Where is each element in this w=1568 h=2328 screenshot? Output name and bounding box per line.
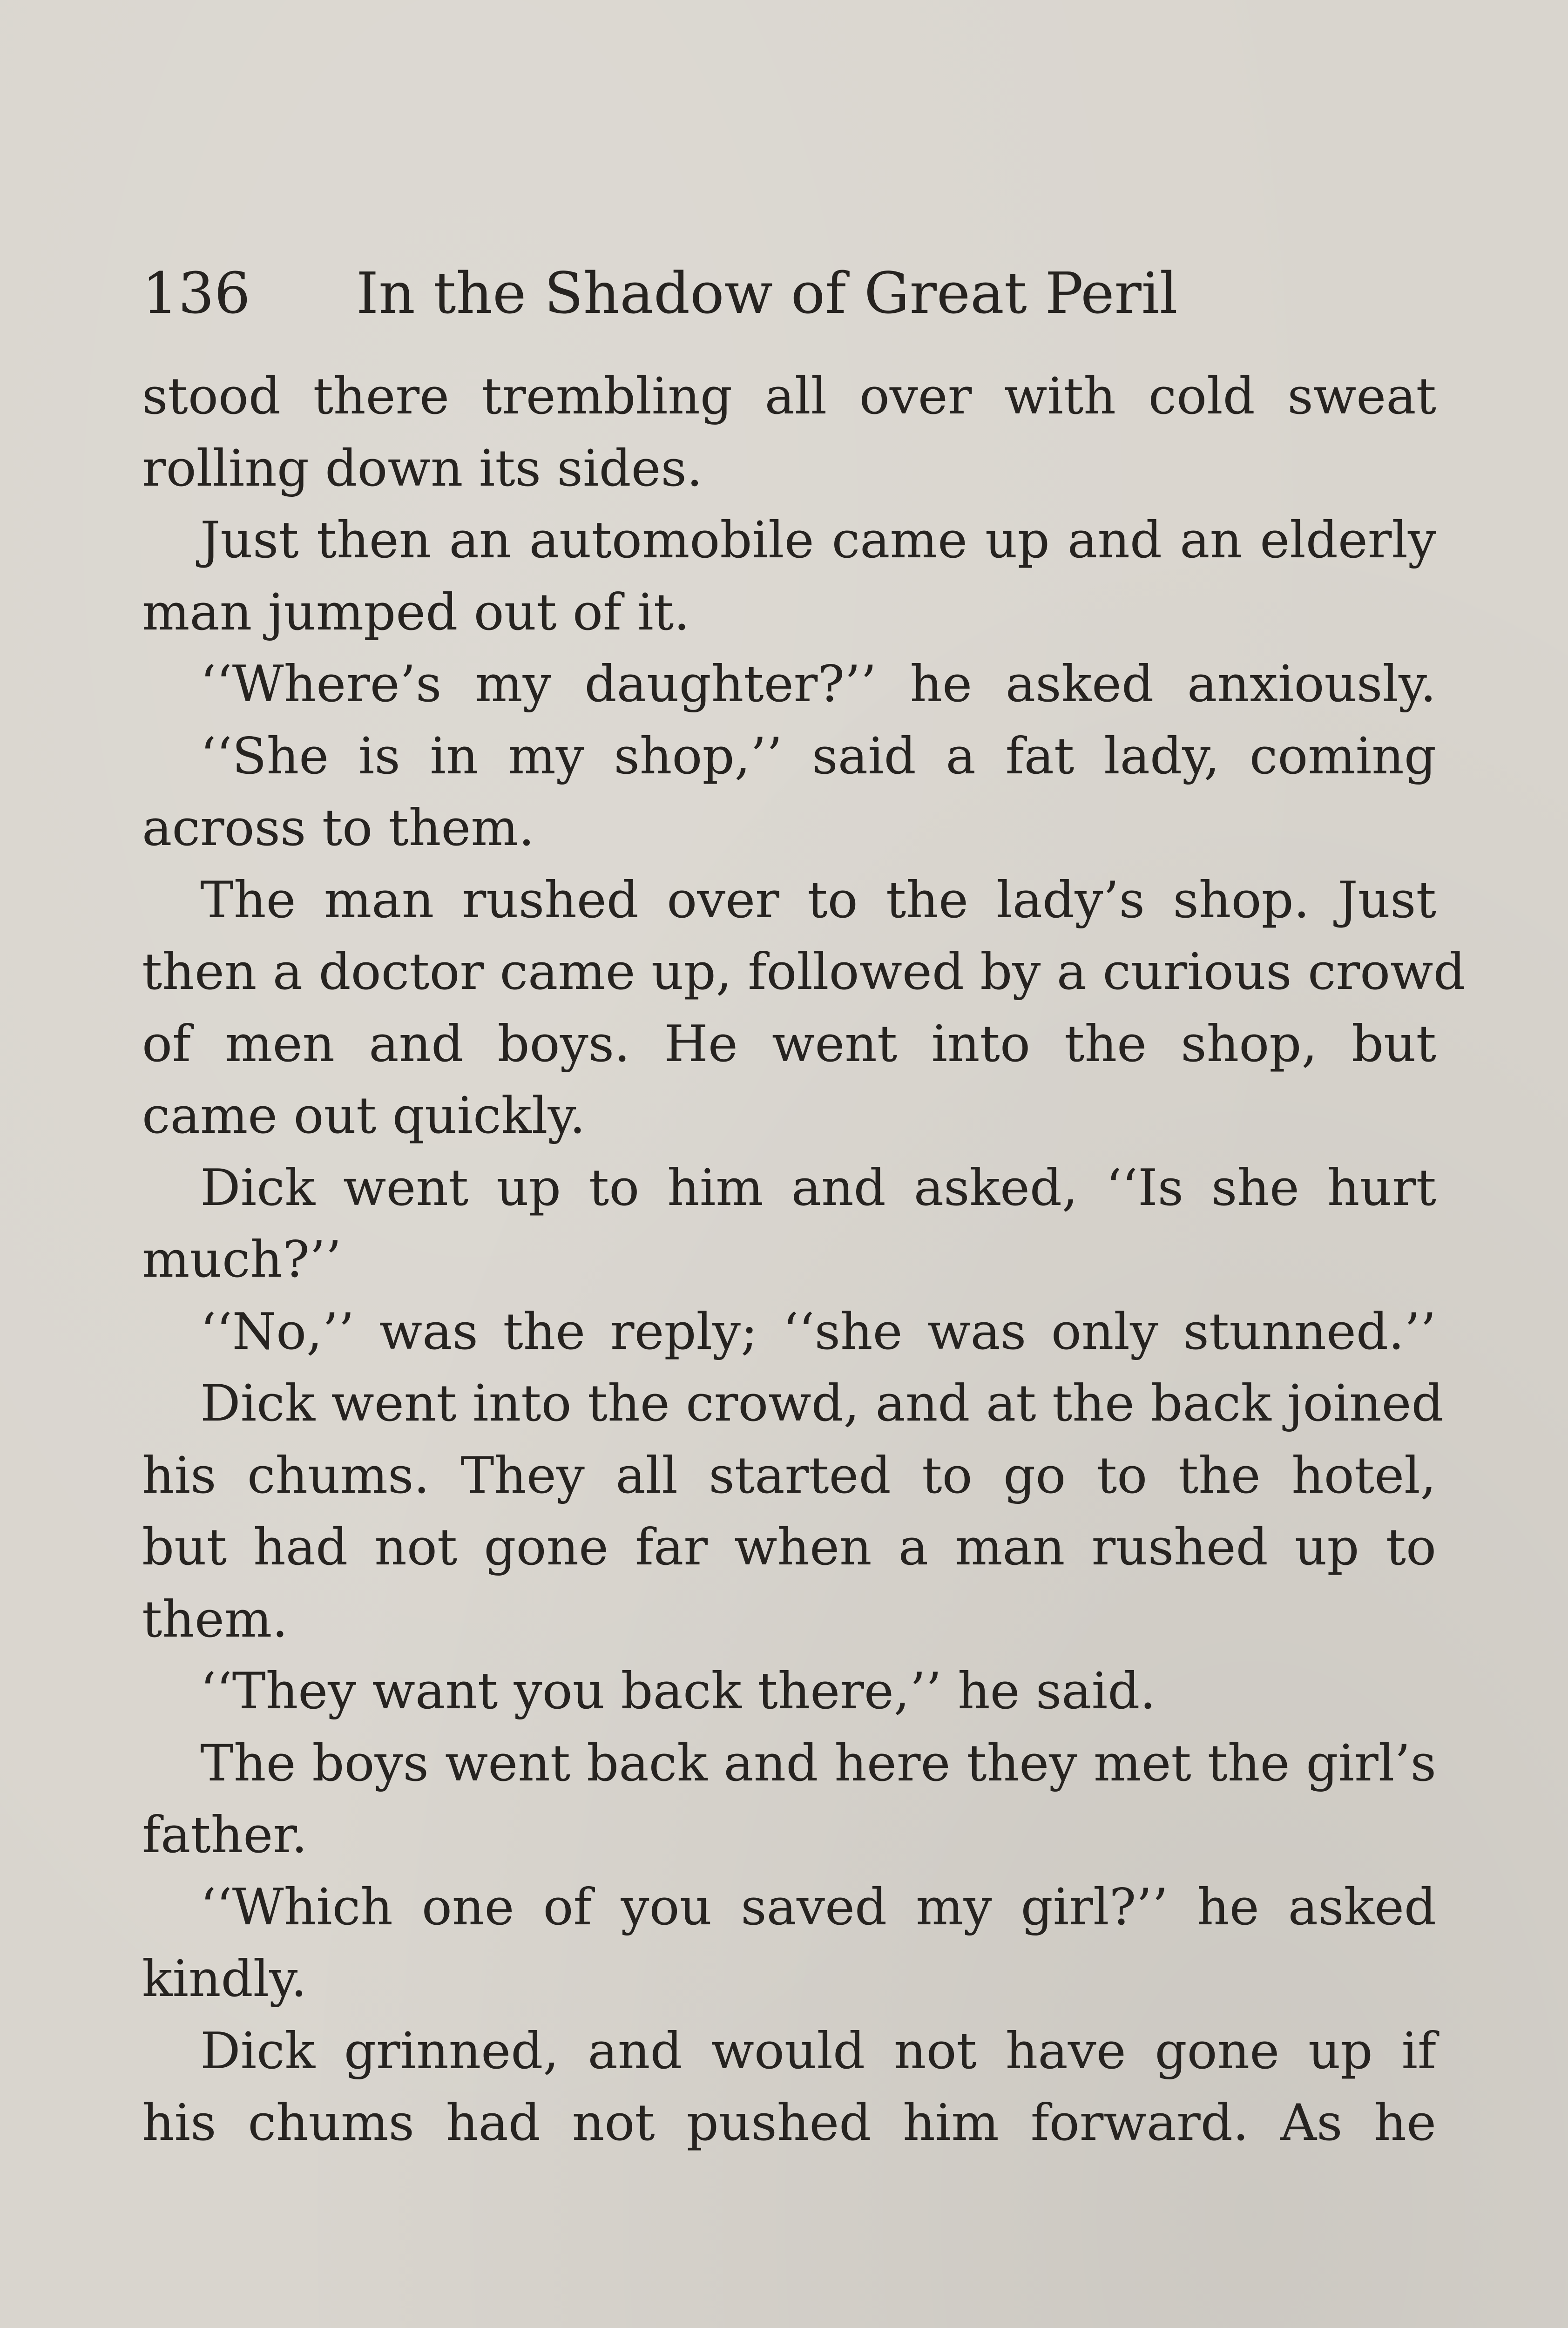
text-line: then a doctor came up, followed by a curious crowd xyxy=(142,943,1466,1001)
text-line: across to them. xyxy=(142,799,535,857)
text-line: man jumped out of it. xyxy=(142,583,690,642)
text-line: of men and boys. He went into the shop, but xyxy=(142,1015,1436,1073)
text-line: ‘‘Which one of you saved my girl?’’ he asked xyxy=(200,1878,1436,1936)
text-line: rolling down its sides. xyxy=(142,439,703,498)
page-header xyxy=(142,254,1213,333)
text-line: Dick went into the crowd, and at the back joined xyxy=(200,1374,1444,1433)
text-line: them. xyxy=(142,1590,288,1649)
text-line: his chums had not pushed him forward. As he xyxy=(142,2094,1436,2152)
text-line: ‘‘No,’’ was the reply; ‘‘she was only stunned.’’ xyxy=(200,1302,1436,1361)
text-line: Just then an automobile came up and an elderly xyxy=(200,511,1436,569)
text-line: father. xyxy=(142,1806,308,1864)
text-line: his chums. They all started to go to the hotel, xyxy=(142,1446,1436,1505)
text-line: stood there trembling all over with cold sweat xyxy=(142,367,1436,426)
text-line: The boys went back and here they met the girl’s xyxy=(200,1734,1436,1793)
text-line: ‘‘They want you back there,’’ he said. xyxy=(200,1662,1156,1720)
page-number: 136 xyxy=(142,260,250,326)
text-line: kindly. xyxy=(142,1950,307,2008)
text-line: Dick grinned, and would not have gone up if xyxy=(200,2022,1436,2080)
text-line: Dick went up to him and asked, ‘‘Is she hurt xyxy=(200,1158,1436,1217)
text-line: The man rushed over to the lady’s shop. Just xyxy=(200,871,1436,929)
running-title: In the Shadow of Great Peril xyxy=(356,260,1178,326)
body-text xyxy=(142,361,1466,2159)
text-line: came out quickly. xyxy=(142,1087,586,1145)
text-line: ‘‘She is in my shop,’’ said a fat lady, coming xyxy=(200,727,1436,785)
text-line: ‘‘Where’s my daughter?’’ he asked anxiously. xyxy=(200,655,1436,713)
text-line: much?’’ xyxy=(142,1231,342,1289)
text-line: but had not gone far when a man rushed up to xyxy=(142,1518,1436,1577)
